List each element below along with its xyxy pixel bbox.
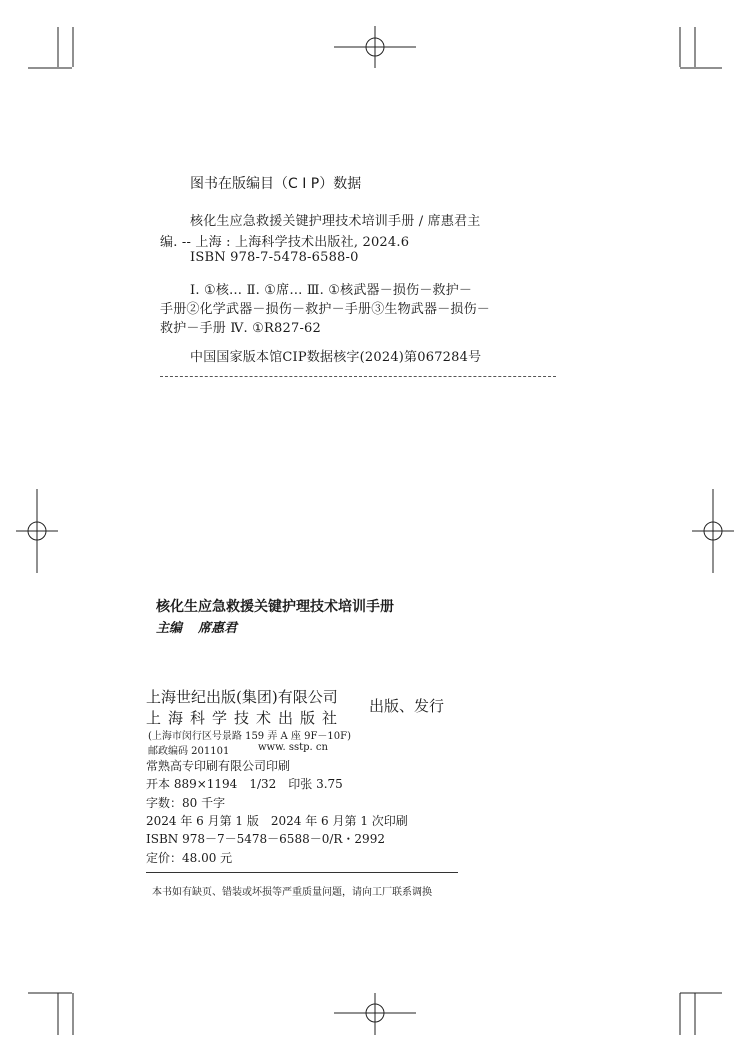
registration-target-left (16, 489, 58, 573)
publisher-website: www. sstp. cn (258, 742, 328, 753)
price: 定价：48.00 元 (146, 851, 233, 865)
cip-divider (160, 376, 556, 377)
publisher-group: 上海世纪出版(集团)有限公司 (146, 688, 338, 706)
cip-heading: 图书在版编目（C I P）数据 (190, 176, 362, 192)
publisher-role: 出版、发行 (369, 697, 445, 715)
format-info: 开本 889×1194 1/32 印张 3.75 (146, 777, 343, 791)
registration-target-top (334, 26, 416, 68)
footer-divider (146, 872, 458, 873)
isbn: ISBN 978－7－5478－6588－0/R・2992 (146, 832, 385, 846)
editor-line (156, 617, 237, 636)
cip-line: Ⅰ. ①核… Ⅱ. ①席… Ⅲ. ①核武器－损伤－救护－ (190, 283, 473, 298)
registration-target-right (692, 489, 734, 573)
cip-line: 手册②化学武器－损伤－救护－手册③生物武器－损伤－ (160, 302, 491, 317)
cip-line: 核化生应急救援关键护理技术培训手册 / 席惠君主 (190, 214, 481, 229)
publisher-press: 上海科学技术出版社 (146, 709, 345, 727)
registration-target-bottom (334, 993, 416, 1035)
cip-line: 中国国家版本馆CIP数据核字(2024)第067284号 (190, 350, 482, 365)
cip-line: ISBN 978-7-5478-6588-0 (190, 250, 359, 265)
book-title: 核化生应急救援关键护理技术培训手册 (156, 599, 394, 615)
cip-line: 救护－手册 Ⅳ. ①R827-62 (160, 321, 321, 336)
postal-code: 邮政编码 201101 (148, 746, 230, 757)
editor-role: 主编 (156, 621, 183, 636)
editor-name: 席惠君 (198, 621, 238, 636)
cip-line: 编. -- 上海 : 上海科学技术出版社, 2024.6 (160, 235, 410, 250)
quality-notice: 本书如有缺页、错装或坏损等严重质量问题，请向工厂联系调换 (152, 887, 432, 898)
publisher-address: (上海市闵行区号景路 159 弄 A 座 9F－10F) (148, 731, 351, 742)
printer-info: 常熟高专印刷有限公司印刷 (146, 759, 291, 773)
edition-info: 2024 年 6 月第 1 版 2024 年 6 月第 1 次印刷 (146, 814, 408, 828)
word-count: 字数：80 千字 (146, 796, 226, 810)
